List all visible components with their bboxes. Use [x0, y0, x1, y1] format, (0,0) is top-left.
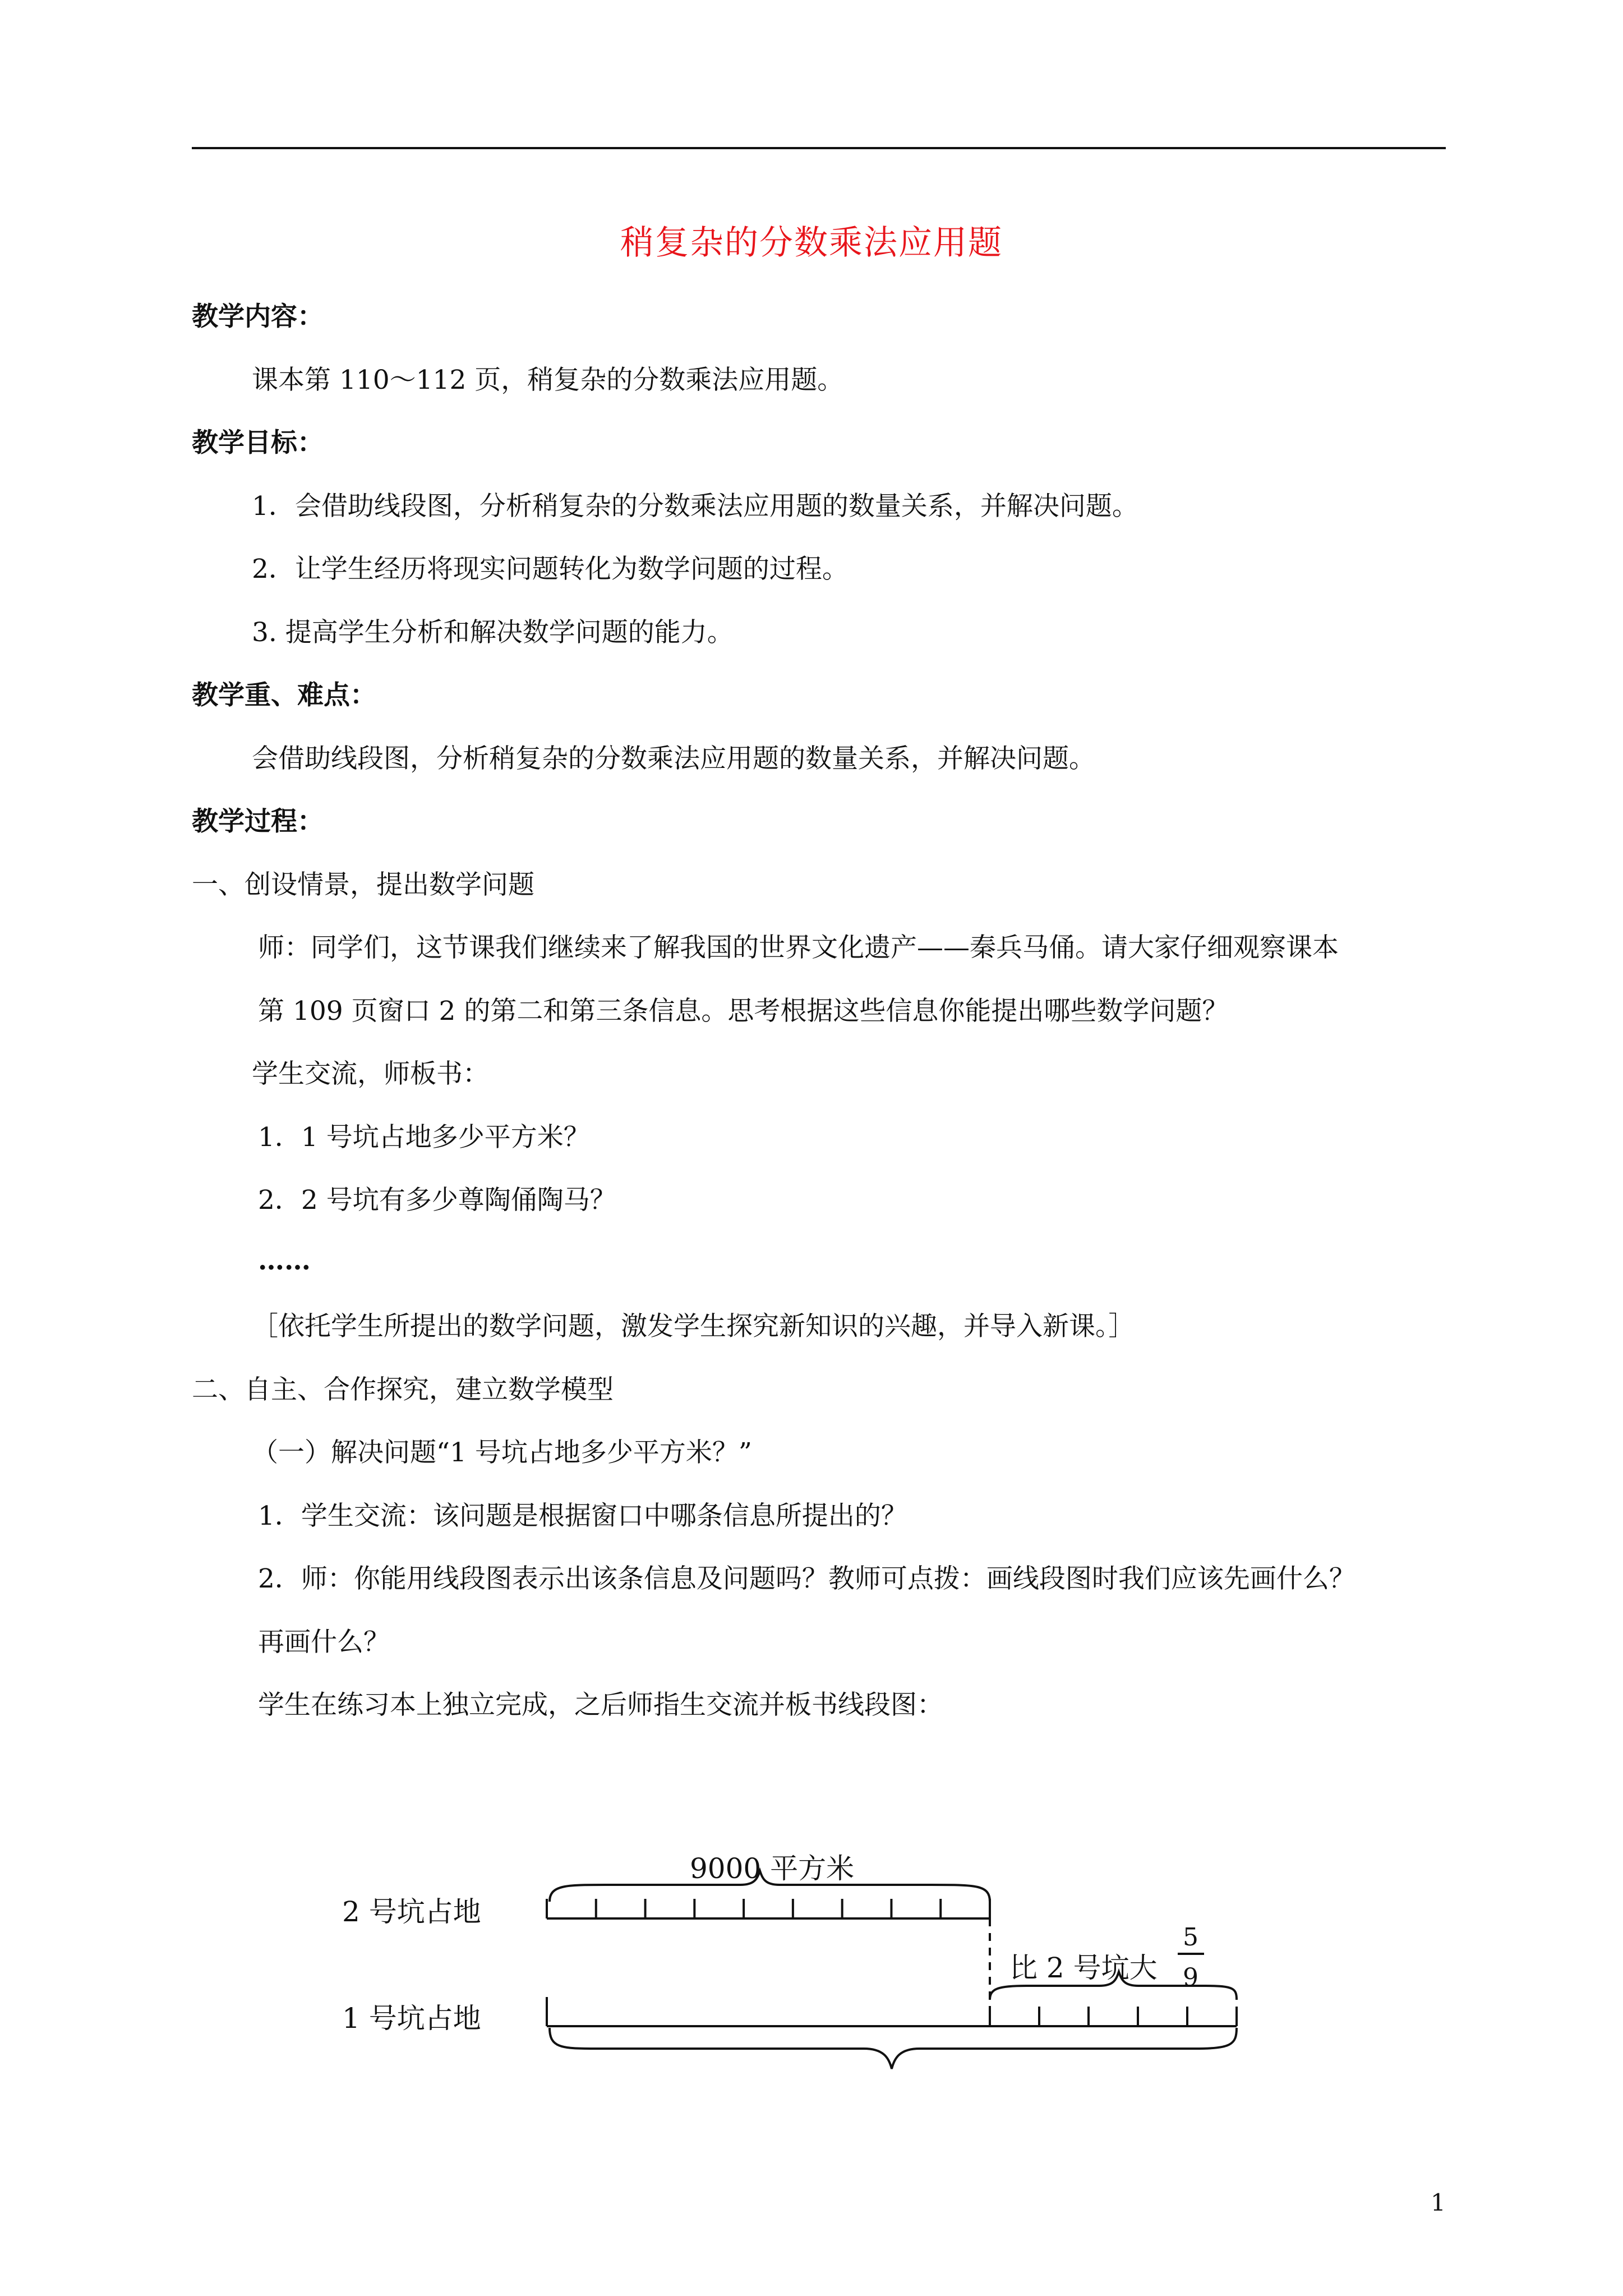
step-3: 学生在练习本上独立完成，之后师指生交流并板书线段图：: [258, 1690, 943, 1720]
step-1: 1．学生交流：该问题是根据窗口中哪条信息所提出的？: [258, 1501, 907, 1531]
extra-ticks: [990, 2007, 1237, 2026]
paragraph-textbook-pages: 课本第 110～112 页，稍复杂的分数乘法应用题。: [252, 365, 844, 395]
objective-1: 1．会借助线段图，分析稍复杂的分数乘法应用题的数量关系，并解决问题。: [252, 491, 1138, 522]
pit1-label: 1 号坑占地: [342, 2002, 481, 2035]
objective-2: 2．让学生经历将现实问题转化为数学问题的过程。: [252, 554, 849, 585]
ellipsis: ……: [258, 1245, 311, 1276]
teacher-intro-line-1: 师：同学们，这节课我们继续来了解我国的世界文化遗产——秦兵马俑。请大家仔细观察课本: [258, 932, 1339, 963]
step-2-line-2: 再画什么？: [258, 1627, 390, 1658]
compare-label: 比 2 号坑大: [1009, 1952, 1158, 1984]
heading-process: 教学过程：: [192, 806, 324, 837]
bottom-brace: [550, 2028, 1237, 2069]
question-1: 1．1 号坑占地多少平方米？: [258, 1122, 590, 1153]
section-2-heading: 二、自主、合作探究，建立数学模型: [192, 1374, 614, 1405]
heading-key-points: 教学重、难点：: [192, 680, 376, 711]
page-number: 1: [1431, 2189, 1446, 2216]
fraction-numerator: 5: [1183, 1923, 1198, 1952]
heading-content: 教学内容：: [192, 301, 324, 332]
objective-3: 3. 提高学生分析和解决数学问题的能力。: [252, 617, 734, 648]
pit2-label: 2 号坑占地: [342, 1895, 481, 1928]
student-exchange: 学生交流，师板书：: [252, 1059, 489, 1089]
step-2-line-1: 2．师：你能用线段图表示出该条信息及问题吗？教师可点拨：画线段图时我们应该先画什么？: [258, 1563, 1355, 1594]
pit2-ticks: [547, 1899, 990, 1918]
paragraph-key-points: 会借助线段图，分析稍复杂的分数乘法应用题的数量关系，并解决问题。: [252, 743, 1095, 774]
area-label: 9000 平方米: [690, 1852, 855, 1885]
question-2: 2．2 号坑有多少尊陶俑陶马？: [258, 1185, 616, 1216]
document-title: 稍复杂的分数乘法应用题: [620, 223, 1003, 263]
subsection-1-heading: （一）解决问题“1 号坑占地多少平方米？”: [252, 1437, 752, 1468]
section-1-heading: 一、创设情景，提出数学问题: [192, 869, 534, 900]
fraction-denominator: 9: [1183, 1963, 1198, 1992]
heading-objectives: 教学目标：: [192, 427, 324, 458]
bracket-note: ［依托学生所提出的数学问题，激发学生探究新知识的兴趣，并导入新课。］: [252, 1311, 1135, 1342]
teacher-intro-line-2: 第 109 页窗口 2 的第二和第三条信息。思考根据这些信息你能提出哪些数学问题？: [258, 996, 1229, 1027]
